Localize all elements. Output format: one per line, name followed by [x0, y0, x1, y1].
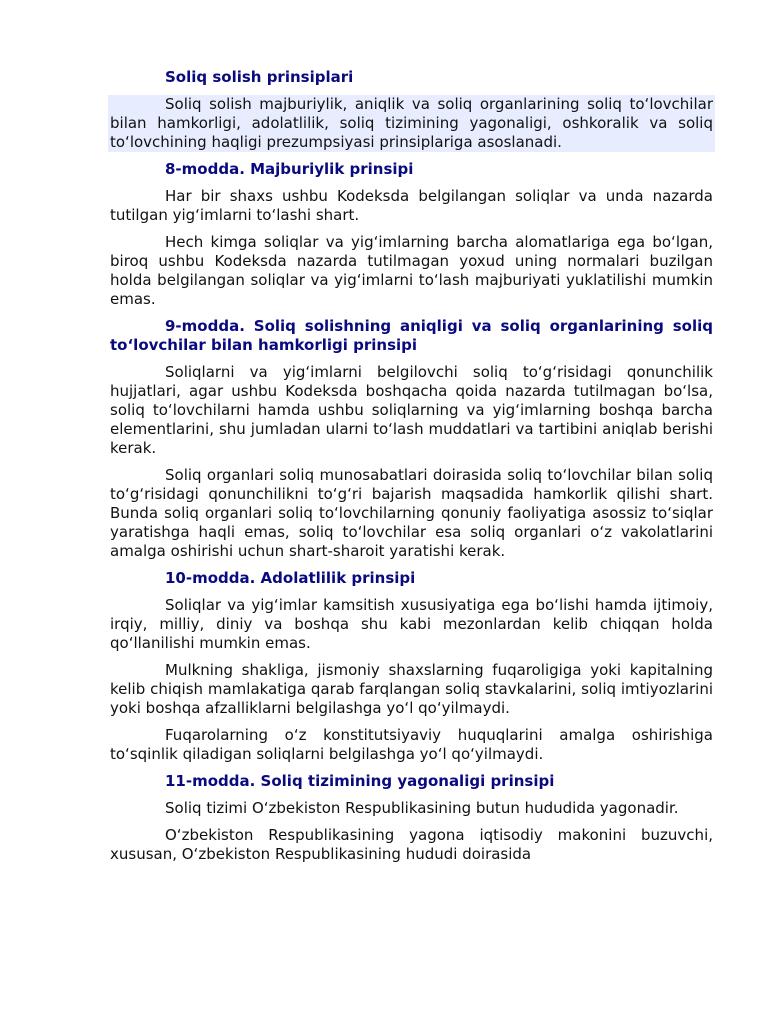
article-11-paragraph-1: Soliq tizimi O‘zbekiston Respublikasining butun hududida yagonadir. [165, 799, 679, 817]
article-10-paragraph-1: Soliqlar va yig‘imlar kamsitish xususiyatiga ega bo‘lishi hamda ijtimoiy, irqiy, milliy, diniy va boshqa shu kabi mezonlardan kelib chiqqan holda qo‘llanilishi mumkin emas. [110, 596, 713, 652]
article-9-paragraph-2: Soliq organlari soliq munosabatlari doirasida soliq to‘lovchilar bilan soliq to‘g‘risidagi qonunchilikni to‘g‘ri bajarish maqsadida hamkorlik qilishi shart. Bunda soliq organlari soliq to‘lovchilarning qonuniy faoliyatiga asossiz to‘siqlar yaratishga haqli emas, soliq to‘lovchilar esa soliq organlari o‘z vakolatlarini amalga oshirishi uchun shart-sharoit yaratishi kerak. [110, 466, 713, 560]
intro-paragraph: Soliq solish majburiylik, aniqlik va soliq organlarining soliq to‘lovchilar bilan hamkorligi, adolatlilik, soliq tizimining yagonaligi, oshkoralik va soliq to‘lovchining haqligi prezumpsiyasi prinsiplariga asoslanadi. [110, 95, 713, 151]
article-8-heading: 8-modda. Majburiylik prinsipi [165, 160, 414, 178]
article-11-heading: 11-modda. Soliq tizimining yagonaligi prinsipi [165, 772, 555, 790]
article-8-paragraph-2: Hech kimga soliqlar va yig‘imlarning barcha alomatlariga ega bo‘lgan, biroq ushbu Kodeksda nazarda tutilmagan yoxud uning normalari buzilgan holda belgilangan soliqlar va yig‘imlarni to‘lash majburiyati yuklatilishi mumkin emas. [110, 233, 713, 308]
document-body [110, 68, 713, 864]
article-10-heading: 10-modda. Adolatlilik prinsipi [165, 569, 416, 587]
article-11-paragraph-2: O‘zbekiston Respublikasining yagona iqtisodiy makonini buzuvchi, xususan, O‘zbekiston Respublikasining hududi doirasida [110, 826, 713, 863]
section-title: Soliq solish prinsiplari [165, 68, 354, 86]
article-8-paragraph-1: Har bir shaxs ushbu Kodeksda belgilangan soliqlar va unda nazarda tutilgan yig‘imlarni to‘lashi shart. [110, 187, 713, 224]
article-9-heading: 9-modda. Soliq solishning aniqligi va soliq organlarining soliq to‘lovchilar bilan hamkorligi prinsipi [110, 317, 713, 354]
article-9-paragraph-1: Soliqlarni va yig‘imlarni belgilovchi soliq to‘g‘risidagi qonunchilik hujjatlari, agar ushbu Kodeksda boshqacha qoida nazarda tutilmagan bo‘lsa, soliq to‘lovchilarni hamda ushbu soliqlarning va yig‘imlarning boshqa barcha elementlarini, shu jumladan ularni to‘lash muddatlari va tartibini aniqlab berishi kerak. [110, 363, 713, 457]
article-10-paragraph-3: Fuqarolarning o‘z konstitutsiyaviy huquqlarini amalga oshirishiga to‘sqinlik qiladigan soliqlarni belgilashga yo‘l qo‘yilmaydi. [110, 726, 713, 763]
article-10-paragraph-2: Mulkning shakliga, jismoniy shaxslarning fuqaroligiga yoki kapitalning kelib chiqish mamlakatiga qarab farqlangan soliq stavkalarini, soliq imtiyozlarini yoki boshqa afzalliklarni belgilashga yo‘l qo‘yilmaydi. [110, 661, 713, 717]
